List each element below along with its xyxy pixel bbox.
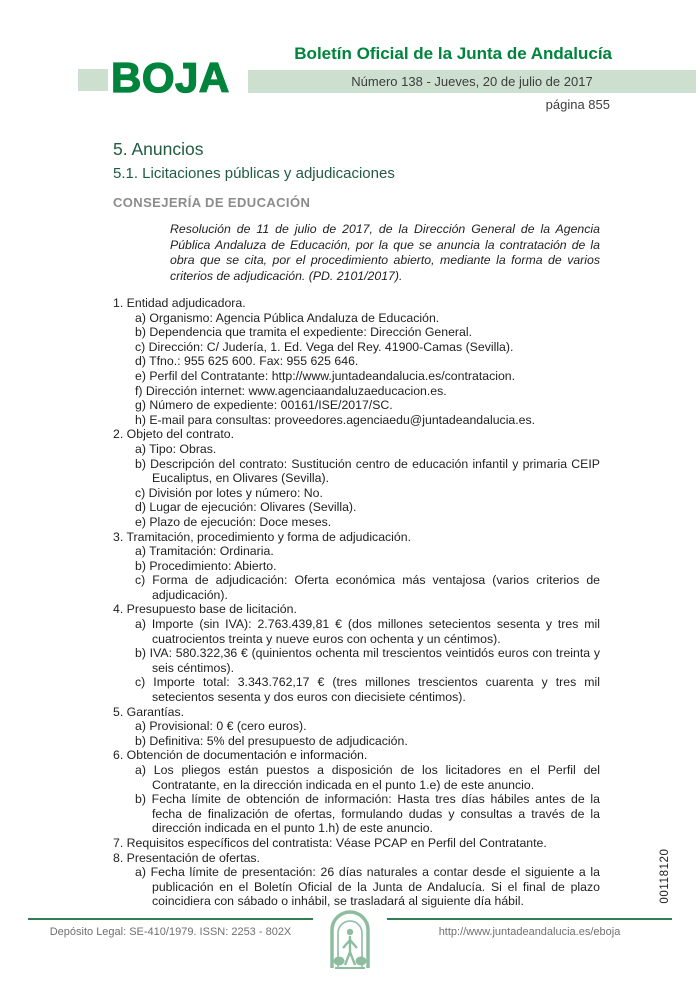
page-number: página 855 [545, 97, 610, 112]
list-subitem: b) Dependencia que tramita el expediente: Dirección General. [135, 325, 472, 340]
list-subitem: g) Número de expediente: 00161/ISE/2017/SC. [135, 398, 393, 413]
list-item-heading: 7. Requisitos específicos del contratista: Véase PCAP en Perfil del Contratante. [113, 835, 547, 850]
resolution-abstract: Resolución de 11 de julio de 2017, de la Dirección General de la Agencia Pública Andaluza de Educación, por la que se anuncia la contratación de la obra que se cita, por el procedimiento abierto, mediante la forma de varios criterios de adjudicación. (PD. 2101/2017). [170, 222, 600, 283]
list-subitem: a) Fecha límite de presentación: 26 días naturales a contar desde el siguiente a la publicación en el Boletín Oficial de la Junta de Andalucía. Si el final de plazo coincidiera con sábado o inhábil, se trasladará al siguiente día hábil. [135, 865, 600, 909]
list-subitem: c) Dirección: C/ Judería, 1. Ed. Vega del Rey. 41900-Camas (Sevilla). [135, 339, 514, 354]
list-subitem: b) Fecha límite de obtención de información: Hasta tres días hábiles antes de la fecha de finalización de ofertas, formulando dudas y consultas a través de la dirección indicada en el punto 1.h) de este anuncio. [135, 792, 600, 836]
list-subitem: a) Organismo: Agencia Pública Andaluza de Educación. [135, 310, 440, 325]
list-item-heading: 6. Obtención de documentación e información. [113, 748, 368, 763]
announcement-list [113, 296, 600, 909]
list-subitem: a) Tramitación: Ordinaria. [135, 544, 274, 559]
bulletin-title: Boletín Oficial de la Junta de Andalucía [294, 44, 612, 63]
issue-date-text: Número 138 - Jueves, 20 de julio de 2017 [351, 74, 593, 89]
boja-logo: BOJA [111, 54, 230, 101]
list-subitem: d) Tfno.: 955 625 600. Fax: 955 625 646. [135, 354, 359, 369]
list-subitem: c) División por lotes y número: No. [135, 485, 323, 500]
footer-url: http://www.juntadeandalucia.es/eboja [438, 926, 621, 938]
list-item-heading: 1. Entidad adjudicadora. [113, 296, 246, 310]
junta-de-andalucia-emblem-icon [326, 908, 374, 980]
deposito-legal-text: Depósito Legal: SE-410/1979. ISSN: 2253 - 802X [49, 926, 292, 938]
list-subitem: b) Descripción del contrato: Sustitución centro de educación infantil y primaria CEIP Eucaliptus, en Olivares (Sevilla). [135, 456, 600, 486]
list-item-heading: 5. Garantías. [113, 704, 185, 719]
list-subitem: a) Provisional: 0 € (cero euros). [135, 719, 307, 734]
list-subitem: e) Perfil del Contratante: http://www.juntadeandalucia.es/contratacion. [135, 368, 516, 383]
list-item-heading: 8. Presentación de ofertas. [113, 850, 260, 865]
subsection-heading: 5.1. Licitaciones públicas y adjudicaciones [113, 165, 395, 182]
list-item-heading: 4. Presupuesto base de licitación. [113, 602, 297, 617]
organism-heading: CONSEJERÍA DE EDUCACIÓN [113, 195, 311, 210]
list-item-heading: 2. Objeto del contrato. [113, 427, 234, 442]
list-item-heading: 3. Tramitación, procedimiento y forma de adjudicación. [113, 529, 412, 544]
list-subitem: a) Los pliegos están puestos a disposición de los licitadores en el Perfil del Contratante, en la dirección indicada en el punto 1.e) de este anuncio. [135, 763, 600, 792]
header-accent-block [78, 69, 108, 91]
list-subitem: e) Plazo de ejecución: Doce meses. [135, 514, 332, 529]
list-subitem: c) Importe total: 3.343.762,17 € (tres millones trescientos cuarenta y tres mil setecientos sesenta y dos euros con diecisiete céntimos). [135, 675, 600, 705]
footer-divider-right [387, 918, 672, 920]
list-subitem: b) IVA: 580.322,36 € (quinientos ochenta mil trescientos veintidós euros con treinta y seis céntimos). [135, 646, 600, 675]
list-subitem: a) Importe (sin IVA): 2.763.439,81 € (dos millones setecientos sesenta y tres mil cuatrocientos treinta y nueve euros con ochenta y un céntimos). [135, 617, 600, 646]
list-subitem: h) E-mail para consultas: proveedores.agenciaedu@juntadeandalucia.es. [135, 412, 536, 427]
issue-bar [248, 70, 696, 93]
list-subitem: b) Procedimiento: Abierto. [135, 558, 277, 573]
list-subitem: f) Dirección internet: www.agenciaandaluzaeducacion.es. [135, 383, 447, 398]
footer-divider-left [28, 918, 313, 920]
document-code-vertical: 00118120 [659, 848, 671, 904]
list-subitem: b) Definitiva: 5% del presupuesto de adjudicación. [135, 733, 408, 748]
list-subitem: c) Forma de adjudicación: Oferta económica más ventajosa (varios criterios de adjudicación). [135, 573, 600, 602]
section-heading: 5. Anuncios [113, 139, 204, 159]
list-subitem: a) Tipo: Obras. [135, 441, 217, 456]
list-subitem: d) Lugar de ejecución: Olivares (Sevilla). [135, 500, 357, 515]
